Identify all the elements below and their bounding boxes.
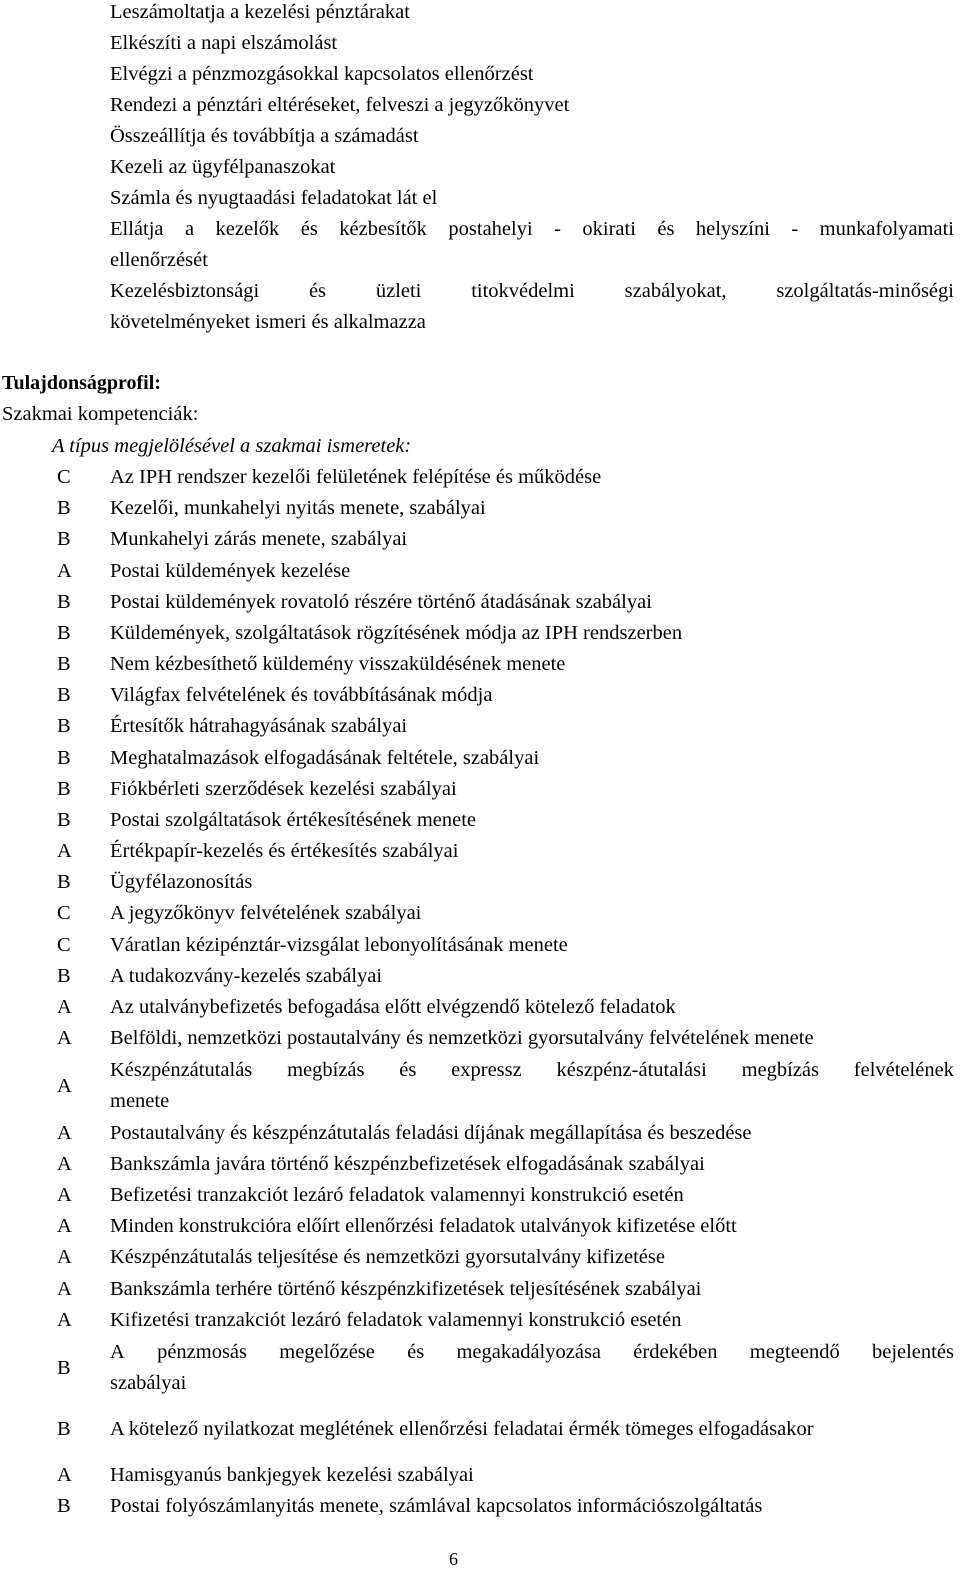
justified-word: érdekében (633, 1341, 718, 1363)
justified-word: titokvédelmi (471, 280, 575, 302)
justified-word: készpénz-átutalási (556, 1059, 707, 1081)
section-heading: Tulajdonságprofil: (2, 372, 161, 394)
justified-word: postahelyi (448, 218, 533, 240)
competence-text: Bankszámla terhére történő készpénzkifizetések teljesítésének szabályai (110, 1278, 702, 1300)
competence-text: Minden konstrukcióra előírt ellenőrzési feladatok utalványok kifizetése előtt (110, 1215, 737, 1237)
competence-level: B (57, 778, 71, 800)
justified-word: megakadályozása (456, 1341, 602, 1363)
competence-level: B (57, 1357, 71, 1379)
competence-level: C (57, 466, 71, 488)
task-line: Rendezi a pénztári eltéréseket, felveszi a jegyzőkönyvet (110, 94, 570, 116)
competence-level: B (57, 622, 71, 644)
competence-level: B (57, 591, 71, 613)
competence-text: Világfax felvételének és továbbításának módja (110, 684, 493, 706)
competence-level: A (57, 1246, 72, 1268)
competence-level: B (57, 871, 71, 893)
justified-word: és (399, 1059, 417, 1081)
competence-text-justified (110, 1058, 954, 1082)
competence-text: Bankszámla javára történő készpénzbefizetések elfogadásának szabályai (110, 1153, 705, 1175)
competence-text: Küldemények, szolgáltatások rögzítésének módja az IPH rendszerben (110, 622, 683, 644)
justified-word: A (110, 1341, 125, 1363)
competence-level: A (57, 1075, 72, 1097)
competence-text: Munkahelyi zárás menete, szabályai (110, 528, 408, 550)
subsection-label: Szakmai kompetenciák: (2, 403, 199, 425)
competence-level: A (57, 996, 72, 1018)
justified-word: szabályokat, (624, 280, 727, 302)
competence-text: Postautalvány és készpénzátutalás feladási díjának megállapítása és beszedése (110, 1122, 752, 1144)
justified-word: és (308, 280, 327, 302)
competence-level: B (57, 684, 71, 706)
competence-level: B (57, 965, 71, 987)
competence-level: A (57, 1027, 72, 1049)
justified-word: megbízás (287, 1059, 365, 1081)
justified-word: helyszíni (695, 218, 770, 240)
task-line: Elkészíti a napi elszámolást (110, 32, 338, 54)
justified-word: megelőzése (279, 1341, 375, 1363)
competence-level: B (57, 528, 71, 550)
competence-text: Hamisgyanús bankjegyek kezelési szabályai (110, 1464, 474, 1486)
competence-level: A (57, 1122, 72, 1144)
competence-text: Postai küldemények kezelése (110, 560, 351, 582)
competence-text: Postai szolgáltatások értékesítésének menete (110, 809, 477, 831)
justified-word: munkafolyamati (819, 218, 954, 240)
competence-level: C (57, 934, 71, 956)
competence-text-continuation: menete (110, 1090, 170, 1112)
justified-word: megteendő (749, 1341, 840, 1363)
competence-text: Az utalványbefizetés befogadása előtt elvégzendő kötelező feladatok (110, 996, 676, 1018)
justified-word: és (300, 218, 318, 240)
competence-text: Befizetési tranzakciót lezáró feladatok valamennyi konstrukció esetén (110, 1184, 684, 1206)
competence-text: Értékpapír-kezelés és értékesítés szabályai (110, 840, 459, 862)
competence-level: B (57, 497, 71, 519)
competence-level: A (57, 1278, 72, 1300)
justified-word: okirati (582, 218, 636, 240)
competence-level: A (57, 1309, 72, 1331)
justified-word: üzleti (375, 280, 422, 302)
competence-level: A (57, 1153, 72, 1175)
justified-word: kezelők (215, 218, 280, 240)
competence-text: Fiókbérleti szerződések kezelési szabályai (110, 778, 457, 800)
competence-level: B (57, 1418, 71, 1440)
competence-text: Postai küldemények rovatoló részére történő átadásának szabályai (110, 591, 652, 613)
competence-level: A (57, 560, 72, 582)
competence-text: Készpénzátutalás teljesítése és nemzetközi gyorsutalvány kifizetése (110, 1246, 665, 1268)
competence-text: Belföldi, nemzetközi postautalvány és nemzetközi gyorsutalvány felvételének menete (110, 1027, 814, 1049)
competence-level: C (57, 902, 71, 924)
task-line: Leszámoltatja a kezelési pénztárakat (110, 1, 410, 23)
page-number: 6 (449, 1549, 458, 1569)
competence-text: Nem kézbesíthető küldemény visszaküldésének menete (110, 653, 566, 675)
competence-text: A kötelező nyilatkozat meglétének ellenőrzési feladatai érmék tömeges elfogadásakor (110, 1418, 814, 1440)
justified-word: Ellátja (110, 218, 164, 240)
competence-text-justified (110, 1340, 954, 1364)
competence-text: Ügyfélazonosítás (110, 871, 253, 893)
competence-text: A jegyzőkönyv felvételének szabályai (110, 902, 422, 924)
competence-level: A (57, 1464, 72, 1486)
justified-word: pénzmosás (157, 1341, 248, 1363)
competence-level: A (57, 1184, 72, 1206)
task-line: Elvégzi a pénzmozgásokkal kapcsolatos ellenőrzést (110, 63, 534, 85)
competence-text: Kezelői, munkahelyi nyitás menete, szabályai (110, 497, 486, 519)
competence-level: A (57, 840, 72, 862)
justified-word: és (407, 1341, 425, 1363)
competence-text: Meghatalmazások elfogadásának feltétele, szabályai (110, 747, 540, 769)
task-line-continuation: ellenőrzését (110, 249, 208, 271)
competence-level: B (57, 747, 71, 769)
justified-word: szolgáltatás-minőségi (776, 280, 954, 302)
justified-word: bejelentés (871, 1341, 954, 1363)
competence-level: B (57, 715, 71, 737)
task-line: Számla és nyugtaadási feladatokat lát el (110, 187, 438, 209)
competence-level: B (57, 653, 71, 675)
task-line: Összeállítja és továbbítja a számadást (110, 125, 419, 147)
justified-word: - (791, 218, 799, 240)
justified-word: megbízás (741, 1059, 819, 1081)
competence-level: B (57, 1495, 71, 1517)
competence-level: A (57, 1215, 72, 1237)
justified-word: a (184, 218, 195, 240)
task-line: Kezeli az ügyfélpanaszokat (110, 156, 336, 178)
task-line-continuation: követelményeket ismeri és alkalmazza (110, 311, 426, 333)
competence-level: B (57, 809, 71, 831)
justified-word: - (554, 218, 561, 240)
task-line-justified (110, 217, 954, 241)
task-line-justified (110, 279, 954, 303)
competence-text-continuation: szabályai (110, 1372, 187, 1394)
competence-text: Postai folyószámlanyitás menete, számlával kapcsolatos információszolgáltatás (110, 1495, 763, 1517)
type-note: A típus megjelölésével a szakmai ismeretek: (52, 435, 412, 457)
justified-word: felvételének (853, 1059, 954, 1081)
justified-word: Készpénzátutalás (110, 1059, 253, 1081)
justified-word: kézbesítők (339, 218, 427, 240)
justified-word: expressz (451, 1059, 522, 1081)
competence-text: Értesítők hátrahagyásának szabályai (110, 715, 408, 737)
justified-word: és (657, 218, 675, 240)
competence-text: A tudakozvány-kezelés szabályai (110, 965, 383, 987)
competence-text: Kifizetési tranzakciót lezáró feladatok valamennyi konstrukció esetén (110, 1309, 682, 1331)
competence-text: Az IPH rendszer kezelői felületének felépítése és működése (110, 466, 602, 488)
competence-text: Váratlan kézipénztár-vizsgálat lebonyolításának menete (110, 934, 568, 956)
justified-word: Kezelésbiztonsági (110, 280, 260, 302)
